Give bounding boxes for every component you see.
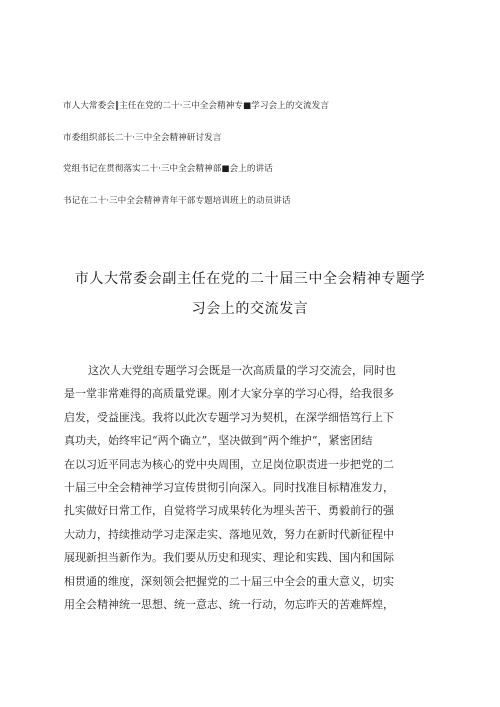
article-body <box>64 359 438 616</box>
table-of-contents <box>63 100 463 226</box>
body-line: 是一堂非常难得的高质量党课。刚才大家分享的学习心得，给我很多 <box>64 387 394 401</box>
body-line: 展现新担当新作为。我们要从历史和现实、理论和实践、国内和国际 <box>64 551 394 565</box>
toc-item[interactable]: 书记在二十·三中全会精神青年干部专题培训班上的动员讲话 <box>63 195 291 206</box>
article-title <box>60 264 440 324</box>
article-title-line: 市人大常委会副主任在党的二十届三中全会精神专题学 <box>74 271 426 287</box>
body-line: 十届三中全会精神学习宣传贯彻引向深入。同时找准目标精准发力， <box>64 480 394 494</box>
toc-item[interactable]: 市人大常委会‖主任在党的二十·三中全会精神专■学习会上的交流发言 <box>63 101 329 111</box>
body-line: 真功夫，始终牢记“两个确立”，坚决做到“两个维护“，紧密团结 <box>64 434 373 448</box>
article-title-line: 习会上的交流发言 <box>191 301 309 317</box>
body-line: 用全会精神统一思想、统一意志、统一行动，勿忘昨天的苦难辉煌， <box>64 597 394 611</box>
body-line: 相贯通的维度，深刻领会把握党的二十届三中全会的重大意义，切实 <box>64 574 394 588</box>
toc-item[interactable]: 市委组织部长二十·三中全会精神研讨发言 <box>63 132 222 143</box>
body-line: 这次人大党组专题学习会既是一次高质量的学习交流会，同时也 <box>88 364 396 377</box>
body-line: 启发，受益匪浅。我将以此次专题学习为契机，在深学细悟笃行上下 <box>64 410 394 424</box>
body-line: 扎实做好日常工作，自觉将学习成果转化为埋头苦干、勇毅前行的强 <box>64 504 394 518</box>
body-line: 在以习近平同志为核心的党中央周围，立足岗位职责进一步把党的二 <box>64 457 394 471</box>
body-line: 大动力，持续推动学习走深走实、落地见效，努力在新时代新征程中 <box>64 527 394 541</box>
toc-item[interactable]: 党组书记在贯彻落实二十·三中全会精神部■会上的讲话 <box>63 164 273 174</box>
